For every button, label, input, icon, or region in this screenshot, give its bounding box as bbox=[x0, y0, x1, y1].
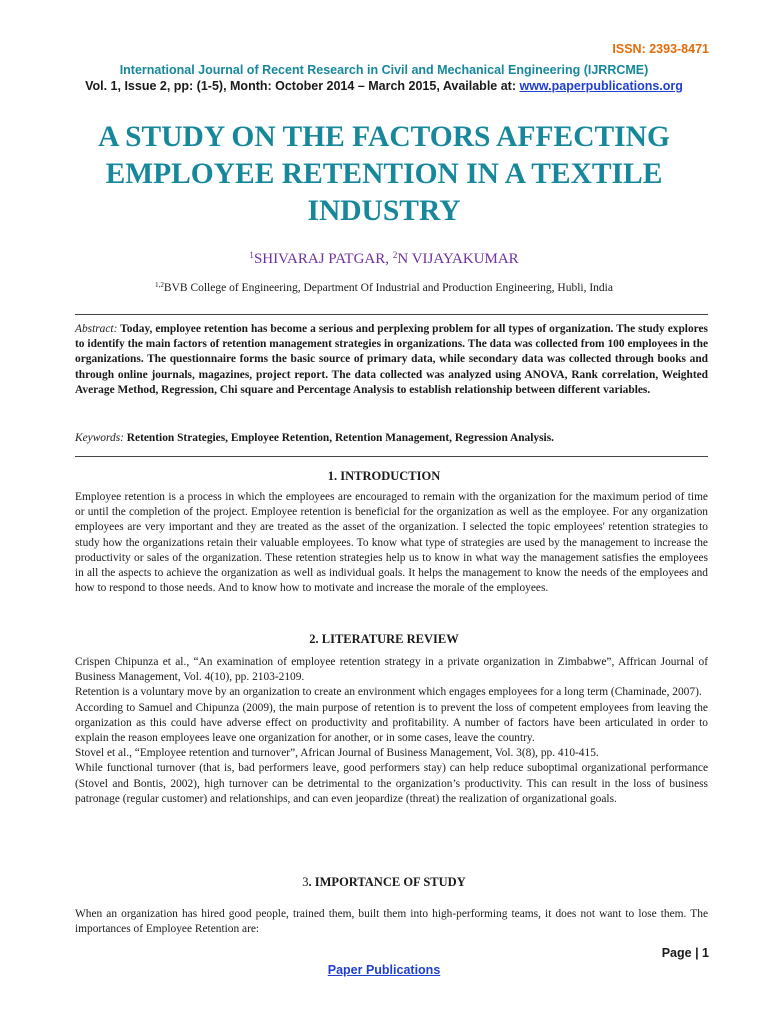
abstract-text: Today, employee retention has become a serious and perplexing problem for all types of organization. The study explores to identify the main factors of retention management strategies in organizations. The data was collected from 100 employees in the organizations. The questionnaire forms the basic source of primary data, while secondary data was collected through books and through online journals, magazines, project report. The data collected was analyzed using ANOVA, Rank correlation, Weighted Average Method, Regression, Chi square and Percentage Analysis to establish relationship between different variables. bbox=[75, 323, 708, 396]
author2-mark: 2 bbox=[392, 250, 398, 261]
affiliation-text: BVB College of Engineering, Department Of Industrial and Production Engineering, Hubli, India bbox=[163, 282, 613, 294]
importance-text: When an organization has hired good people, trained them, built them into high-performing teams, it does not want to lose them. The importances of Employee Retention are: bbox=[75, 908, 708, 936]
keywords-text: Retention Strategies, Employee Retention, Retention Management, Regression Analysis. bbox=[123, 432, 554, 444]
publisher-link[interactable]: Paper Publications bbox=[327, 963, 441, 977]
introduction-heading: 1. INTRODUCTION bbox=[327, 469, 441, 483]
author1-name: SHIVARAJ PATGAR, bbox=[253, 251, 393, 267]
issn: ISSN: 2393-8471 bbox=[612, 42, 709, 56]
keywords bbox=[75, 431, 708, 446]
abstract-top-rule bbox=[75, 314, 708, 315]
authors bbox=[0, 251, 768, 268]
introduction-text: Employee retention is a process in which the employees are encouraged to remain with the organization for the maximum period of time or until the completion of the project. Employee retention is beneficial for the organization as well as the employee. For any organization employees are very important and they are treated as the asset of the organization. I selected the topic employees' retention strategies to study how the organizations retain their valuable employees. To know what type of strategies are used by the management to increase the productivity or sales of the organization. These retention strategies help us to know in what way the management satisfies the employees in all the aspects to achieve the organization as well as individual goals. It helps the management to know the needs of the employees and how to respond to those needs. And to know how to motivate and increase the morale of the employees. bbox=[75, 491, 708, 595]
journal-info bbox=[0, 79, 768, 93]
abstract bbox=[75, 322, 708, 398]
journal-title: International Journal of Recent Research in Civil and Mechanical Engineering (IJRRCME) bbox=[119, 63, 649, 77]
page-number: Page | 1 bbox=[661, 946, 709, 960]
literature-review-heading: 2. LITERATURE REVIEW bbox=[309, 632, 459, 646]
keywords-label: Keywords: bbox=[75, 432, 124, 444]
abstract-bottom-rule bbox=[75, 456, 708, 457]
literature-paragraph: While functional turnover (that is, bad performers leave, good performers stay) can help reduce suboptimal organizational performance (Stovel and Bontis, 2002), high turnover can be detrimental to the organization’s productivity. This can result in the loss of business patronage (regular customer) and relationships, and can even jeopardize (threat) the realization of organizational goals. bbox=[75, 762, 708, 805]
affiliation bbox=[0, 282, 768, 294]
importance-heading-text: . IMPORTANCE OF STUDY bbox=[308, 875, 466, 889]
journal-info-text: Vol. 1, Issue 2, pp: (1-5), Month: October 2014 – March 2015, Available at: bbox=[85, 79, 520, 93]
importance-heading-number: 3 bbox=[302, 875, 309, 889]
affiliation-mark: 1,2 bbox=[155, 281, 164, 290]
literature-review-text bbox=[75, 655, 708, 807]
literature-paragraph: Crispen Chipunza et al., “An examination of employee retention strategy in a private organization in Zimbabwe”, Affrican Journal of Business Management, Vol. 4(10), pp. 2103-2109. bbox=[75, 656, 708, 684]
importance-heading bbox=[0, 875, 768, 890]
literature-paragraph: According to Samuel and Chipunza (2009), the main purpose of retention is to prevent the loss of competent employees from leaving the organization as this could have adverse effect on productivity and profitability. A number of factors have been articulated in order to explain the reason employees leave one organization for another, or in some cases, leave the country. bbox=[75, 701, 708, 745]
literature-paragraph: Stovel et al., “Employee retention and turnover”, African Journal of Business Management, Vol. 3(8), pp. 410-415. bbox=[75, 747, 599, 760]
paper-title: A STUDY ON THE FACTORS AFFECTING EMPLOYEE RETENTION IN A TEXTILE INDUSTRY bbox=[98, 121, 670, 227]
literature-paragraph: Retention is a voluntary move by an organization to create an environment which engages employees for a long term (Chaminade, 2007). bbox=[75, 686, 702, 699]
author1-mark: 1 bbox=[249, 250, 254, 261]
journal-url-link[interactable]: www.paperpublications.org bbox=[519, 79, 683, 93]
abstract-label: Abstract: bbox=[75, 323, 118, 335]
author2-name: N VIJAYAKUMAR bbox=[397, 251, 519, 267]
